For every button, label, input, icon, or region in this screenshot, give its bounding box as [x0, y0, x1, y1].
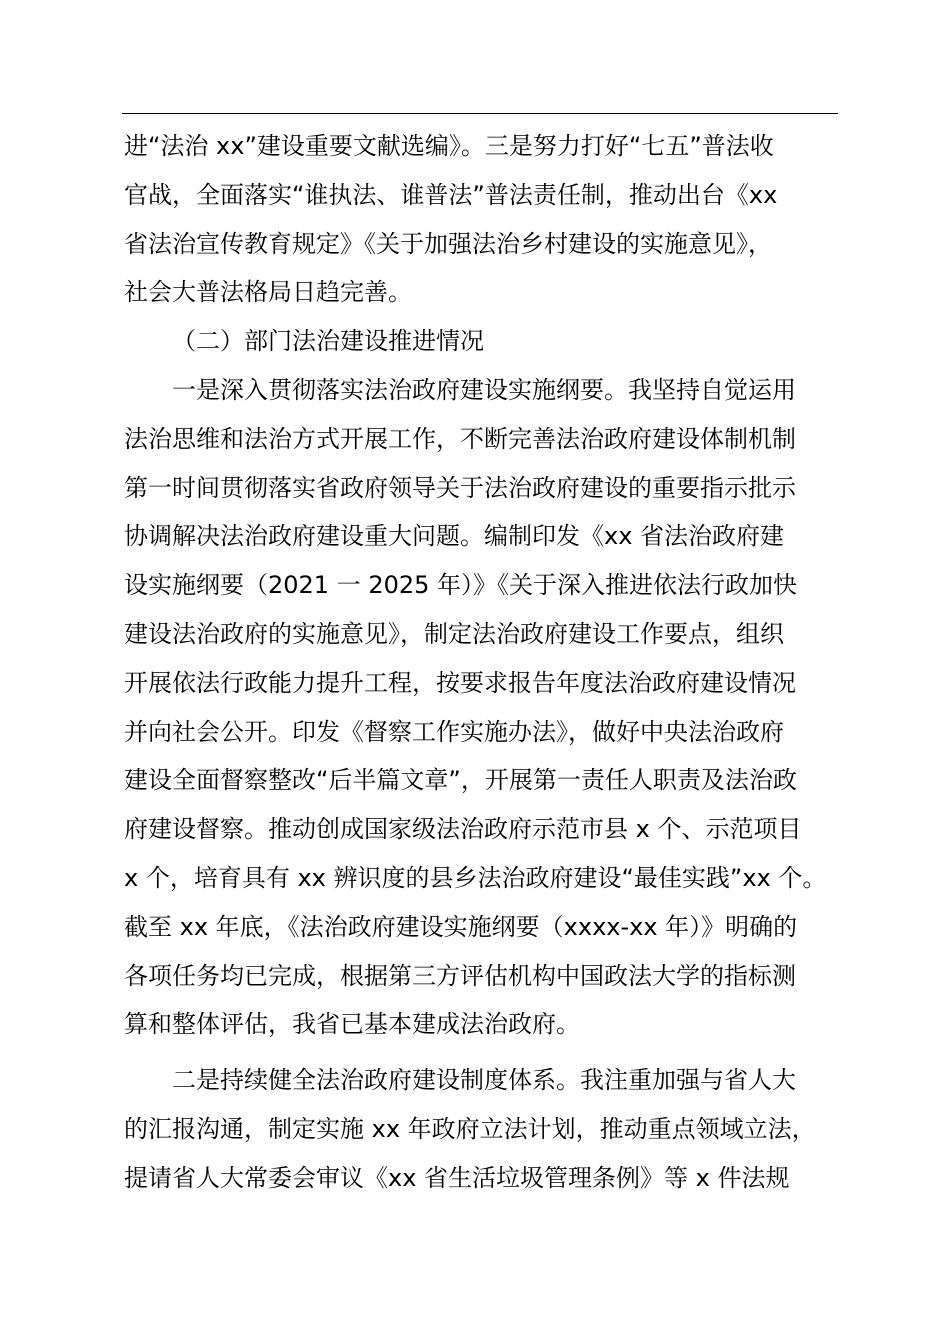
text-line: 二是持续健全法治政府建设制度体系。我注重加强与省人大 [172, 1066, 796, 1095]
text-line: 协调解决法治政府建设重大问题。编制印发《xx 省法治政府建 [124, 522, 785, 551]
text-line: 社会大普法格局日趋完善。 [124, 278, 412, 307]
text-line: 建设法治政府的实施意见》，制定法治政府建设工作要点，组织 [124, 619, 784, 648]
text-line: 法治思维和法治方式开展工作，不断完善法治政府建设体制机制 [124, 424, 796, 453]
text-line: 并向社会公开。印发《督察工作实施办法》，做好中央法治政府 [124, 717, 784, 746]
header-rule [122, 113, 838, 114]
document-body [124, 122, 840, 1203]
text-line: 算和整体评估，我省已基本建成法治政府。 [124, 1010, 580, 1039]
text-line: 府建设督察。推动创成国家级法治政府示范市县 x 个、示范项目 [124, 815, 802, 844]
text-line: 建设全面督察整改“后半篇文章”，开展第一责任人职责及法治政 [124, 766, 797, 795]
text-line: x 个，培育具有 xx 辨识度的县乡法治政府建设“最佳实践”xx 个。 [124, 863, 827, 892]
text-line: 提请省人大常委会审议《xx 省生活垃圾管理条例》等 x 件法规 [124, 1163, 790, 1192]
paragraph-gap [124, 1049, 840, 1056]
text-line: 设实施纲要（2021 一 2025 年）》《关于深入推进依法行政加快 [124, 571, 798, 600]
text-line: 第一时间贯彻落实省政府领导关于法治政府建设的重要指示批示 [124, 473, 796, 502]
text-line: 省法治宣传教育规定》《关于加强法治乡村建设的实施意见》， [124, 229, 772, 258]
text-line: 进“法治 xx”建设重要文献选编》。三是努力打好“七五”普法收 [124, 132, 774, 160]
text-line: 截至 xx 年底，《法治政府建设实施纲要（xxxx-xx 年）》明确的 [124, 912, 798, 941]
text-line: 各项任务均已完成，根据第三方评估机构中国政法大学的指标测 [124, 961, 796, 990]
text-line: 开展依法行政能力提升工程，按要求报告年度法治政府建设情况 [124, 668, 796, 697]
text-line: 一是深入贯彻落实法治政府建设实施纲要。我坚持自觉运用 [172, 375, 796, 404]
section-heading: （二）部门法治建设推进情况 [172, 327, 484, 356]
text-line: 的汇报沟通，制定实施 xx 年政府立法计划，推动重点领域立法， [124, 1114, 816, 1143]
text-line: 官战，全面落实“谁执法、谁普法”普法责任制，推动出台《xx [124, 180, 778, 209]
